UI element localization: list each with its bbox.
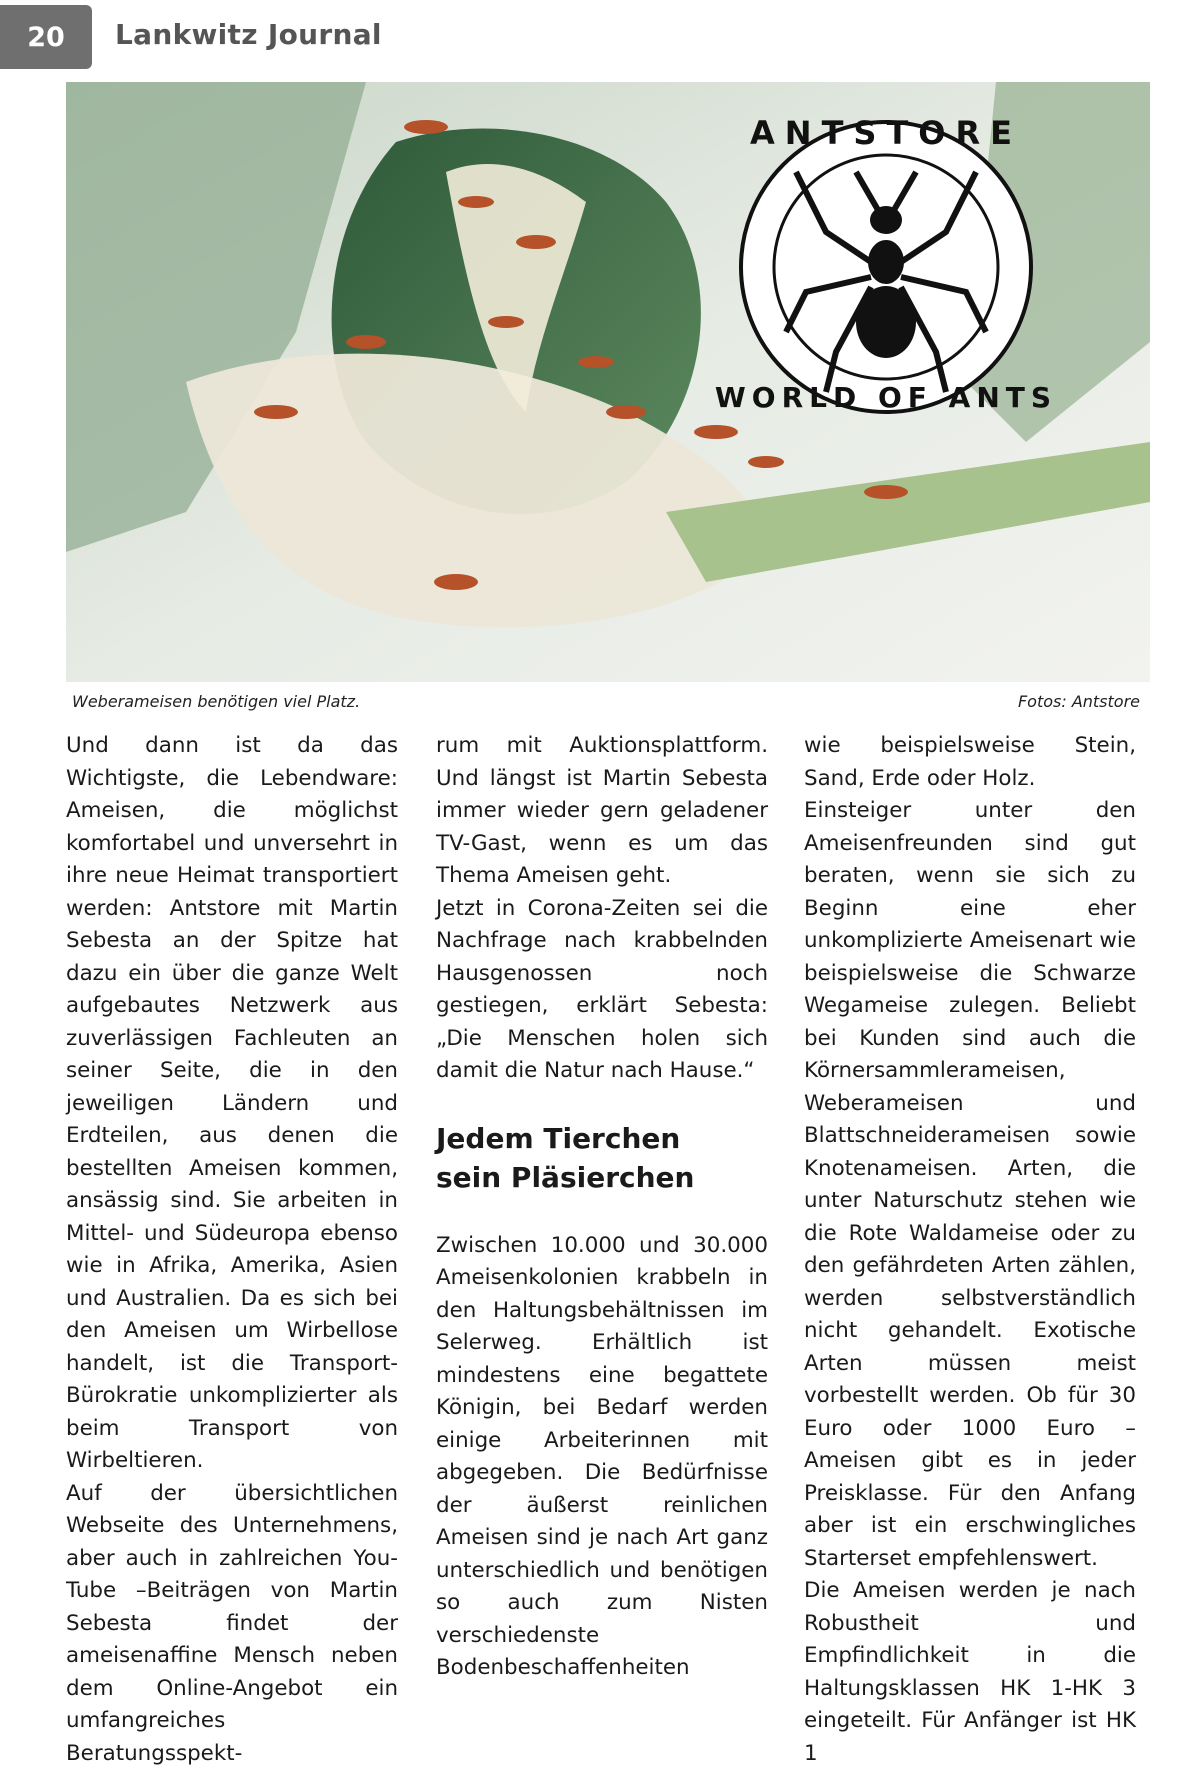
paragraph: Und dann ist da das Wichtigste, die Lebendware: Ameisen, die möglichst komfortabel und unversehrt in ihre neue Heimat transportiert werden: Antstore mit Martin Sebesta an der Spitze hat dazu ein über die ganze Welt aufgebautes Netzwerk aus zuverlässigen Fachleuten an seiner Seite, die in den jeweiligen Ländern und Erdteilen, aus denen die bestellten Ameisen kommen, ansässig sind. Sie arbeiten in Mittel- und Südeuropa ebenso wie in Afrika, Amerika, Asien und Australien. Da es sich bei den Ameisen um Wirbellose handelt, ist die Transport-Bürokratie unkomplizierter als beim Transport von Wirbeltieren. [66, 730, 398, 1478]
photo-credit: Fotos: Antstore [1018, 692, 1140, 711]
subheading [436, 1119, 768, 1197]
paragraph: Einsteiger unter den Ameisenfreunden sind gut beraten, wenn sie sich zu Beginn eine eher unkomplizierte Ameisenart wie beispielsweise die Schwarze Wegameise zulegen. Beliebt bei Kunden sind auch die Körnersammlerameisen, Weberameisen und Blattschneiderameisen sowie Knotenameisen. Arten, die unter Naturschutz stehen wie die Rote Waldameise oder zu den gefährdeten Arten zählen, werden selbstverständlich nicht gehandelt. Exotische Arten müssen meist vorbestellt werden. Ob für 30 Euro oder 1000 Euro – Ameisen gibt es in jeder Preisklasse. Für den Anfang aber ist ein erschwingliches Starterset empfehlenswert. [804, 795, 1136, 1575]
logo-text-bottom: WORLD OF ANTS [715, 381, 1057, 414]
page-number: 20 [0, 5, 92, 69]
article-photo [66, 82, 1150, 682]
subheading-line-1: Jedem Tierchen [436, 1119, 768, 1158]
paragraph: Die Ameisen werden je nach Robustheit und Empfindlichkeit in die Haltungsklassen HK 1-HK 3 eingeteilt. Für Anfänger ist HK 1 [804, 1575, 1136, 1770]
paragraph: Jetzt in Corona-Zeiten sei die Nachfrage nach krabbelnden Hausgenossen noch gestiegen, erklärt Sebesta: „Die Menschen holen sich damit die Natur nach Hause.“ [436, 893, 768, 1088]
page-header [0, 0, 1200, 80]
paragraph: Zwischen 10.000 und 30.000 Ameisenkolonien krabbeln in den Haltungsbehältnissen im Selerweg. Erhältlich ist mindestens eine begattete Königin, bei Bedarf werden einige Arbeiterinnen mit abgegeben. Die Bedürfnisse der äußerst reinlichen Ameisen sind je nach Art ganz unterschiedlich und benötigen so auch zum Nisten verschiedenste Bodenbeschaffenheiten [436, 1230, 768, 1685]
journal-title: Lankwitz Journal [115, 18, 382, 51]
paragraph: Auf der übersichtlichen Webseite des Unternehmens, aber auch in zahlreichen You-Tube –Beiträgen von Martin Sebesta findet der ameisenaffine Mensch neben dem Online-Angebot ein umfangreiches Beratungsspekt- [66, 1478, 398, 1770]
paragraph: rum mit Auktionsplattform. Und längst ist Martin Sebesta immer wieder gern geladener TV-Gast, wenn es um das Thema Ameisen geht. [436, 730, 768, 893]
article-column-2 [436, 730, 768, 1685]
photo-caption: Weberameisen benötigen viel Platz. [72, 692, 360, 711]
paragraph: wie beispielsweise Stein, Sand, Erde oder Holz. [804, 730, 1136, 795]
subheading-line-2: sein Pläsierchen [436, 1158, 768, 1197]
article-column-1 [66, 730, 398, 1770]
logo-text-top: ANTSTORE [750, 114, 1022, 152]
article-column-3 [804, 730, 1136, 1770]
